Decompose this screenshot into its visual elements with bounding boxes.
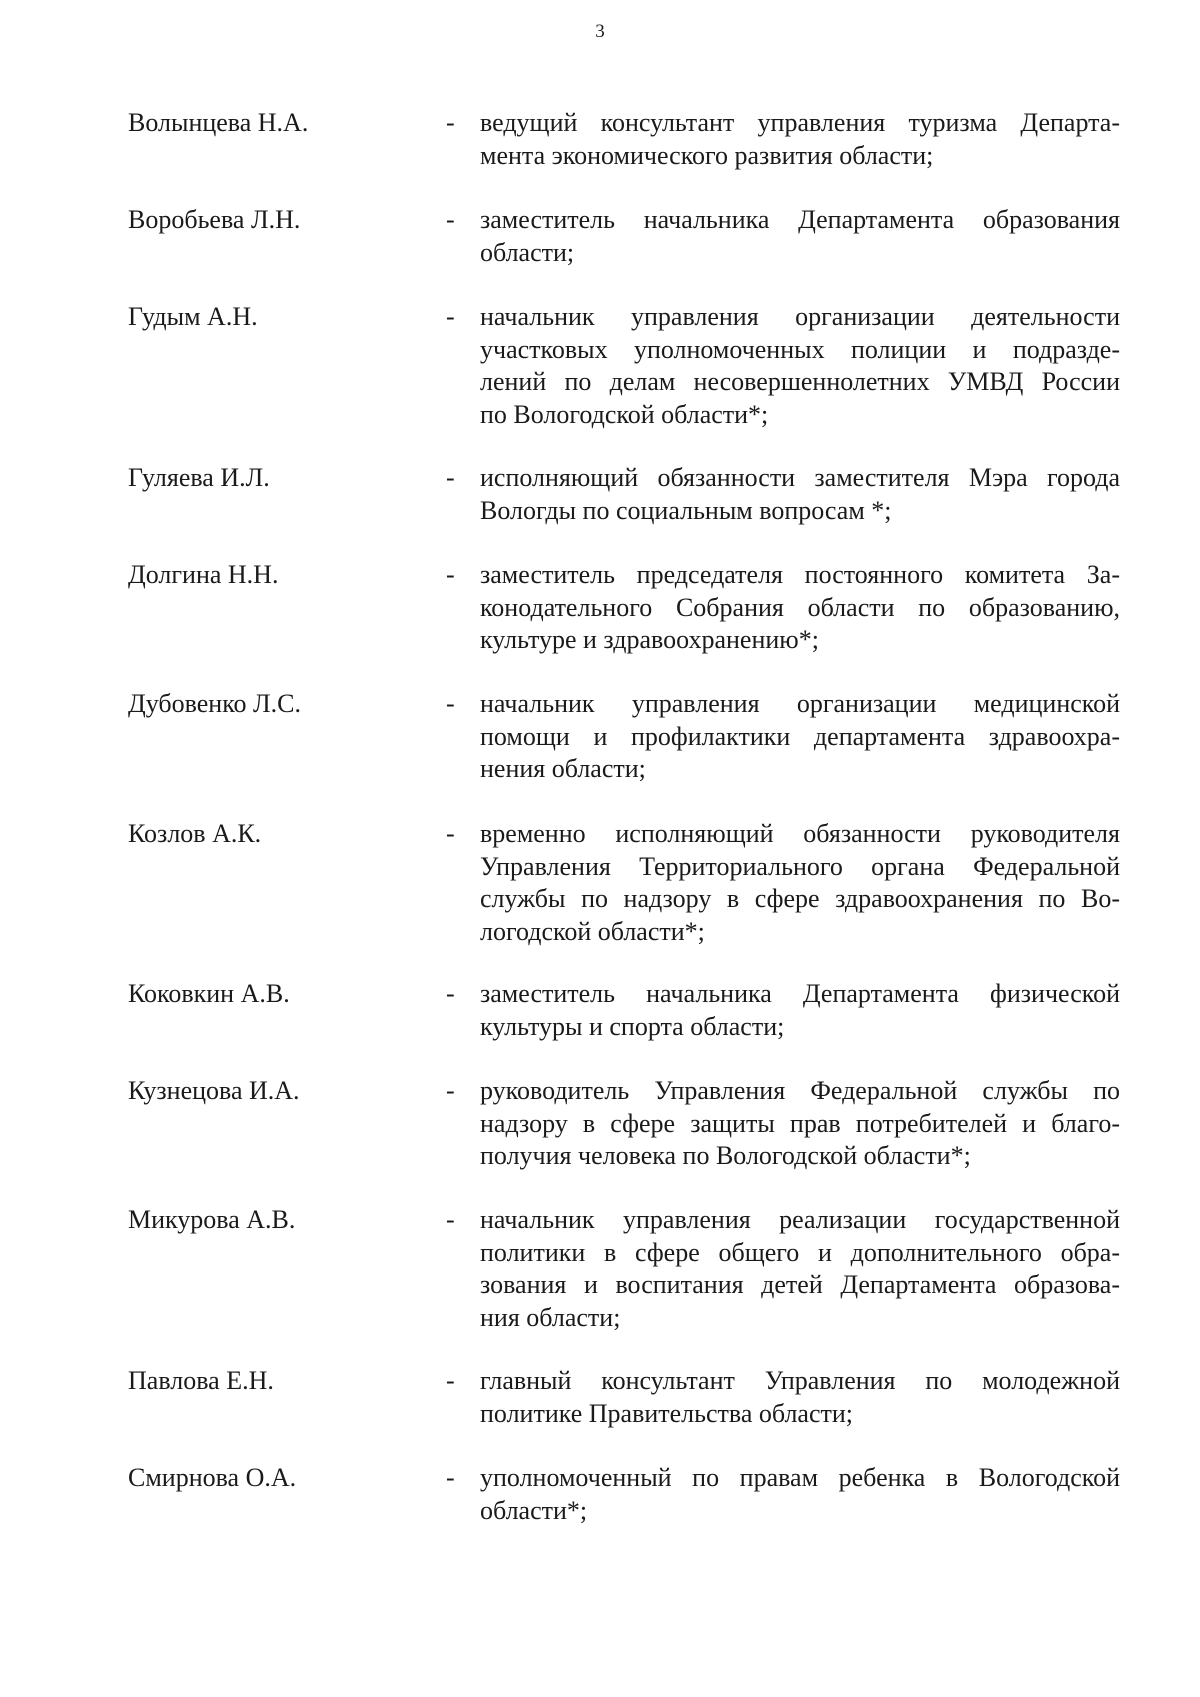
position-line: службы по надзору в сфере здравоохранения по Во- xyxy=(480,884,1120,913)
member-name: Волынцева Н.А. xyxy=(128,108,309,137)
member-name: Гуляева И.Л. xyxy=(128,463,270,492)
list-dash: - xyxy=(446,302,455,331)
list-dash: - xyxy=(446,1366,455,1395)
position-line: надзору в сфере защиты прав потребителей и благо- xyxy=(480,1108,1120,1138)
position-line: заместитель начальника Департамента образования xyxy=(480,205,1120,234)
member-position xyxy=(480,818,1120,948)
member-name: Коковкин А.В. xyxy=(128,979,290,1008)
member-name: Дубовенко Л.С. xyxy=(128,689,301,718)
member-name: Павлова Е.Н. xyxy=(128,1366,274,1395)
position-line: культуре и здравоохранению*; xyxy=(480,625,819,654)
position-line: конодательного Собрания области по образованию, xyxy=(480,592,1120,622)
page-number: 3 xyxy=(595,21,605,42)
position-line: области*; xyxy=(480,1495,588,1525)
member-name: Смирнова О.А. xyxy=(128,1463,297,1492)
member-position xyxy=(480,978,1120,1043)
list-dash: - xyxy=(446,108,455,137)
member-position xyxy=(480,559,1120,657)
list-dash: - xyxy=(446,819,455,848)
member-position xyxy=(480,1204,1120,1334)
position-line: заместитель начальника Департамента физической xyxy=(480,979,1120,1008)
position-line: мента экономического развития области; xyxy=(480,140,934,170)
position-line: руководитель Управления Федеральной службы по xyxy=(480,1076,1120,1105)
member-position xyxy=(480,107,1120,172)
member-name: Микурова А.В. xyxy=(128,1205,296,1234)
list-dash: - xyxy=(446,560,455,589)
position-line: начальник управления реализации государственной xyxy=(480,1205,1120,1234)
list-dash: - xyxy=(446,1076,455,1105)
position-line: области; xyxy=(480,237,575,267)
member-name: Воробьева Л.Н. xyxy=(128,205,301,234)
member-position xyxy=(480,1365,1120,1430)
list-dash: - xyxy=(446,689,455,718)
member-position xyxy=(480,1075,1120,1173)
member-name: Кузнецова И.А. xyxy=(128,1076,300,1105)
position-line: Управления Территориального органа Федеральной xyxy=(480,851,1120,881)
member-position xyxy=(480,204,1120,269)
position-line: политики в сфере общего и дополнительного обра- xyxy=(480,1237,1120,1267)
position-line: начальник управления организации деятельности xyxy=(480,302,1120,331)
member-position xyxy=(480,462,1120,527)
position-line: главный консультант Управления по молодежной xyxy=(480,1366,1120,1395)
member-position xyxy=(480,301,1120,431)
position-line: по Вологодской области*; xyxy=(480,399,769,429)
position-line: ния области; xyxy=(480,1302,621,1332)
position-line: культуры и спорта области; xyxy=(480,1011,785,1041)
member-position xyxy=(480,1462,1120,1527)
position-line: участковых уполномоченных полиции и подразде- xyxy=(480,334,1120,364)
position-line: ведущий консультант управления туризма Департа- xyxy=(480,108,1120,137)
position-line: заместитель председателя постоянного комитета За- xyxy=(480,560,1120,589)
member-name: Долгина Н.Н. xyxy=(128,560,279,589)
list-dash: - xyxy=(446,463,455,492)
position-line: политике Правительства области; xyxy=(480,1398,854,1428)
position-line: получия человека по Вологодской области*; xyxy=(480,1141,971,1170)
position-line: уполномоченный по правам ребенка в Вологодской xyxy=(480,1463,1120,1492)
list-dash: - xyxy=(446,1463,455,1492)
position-line: временно исполняющий обязанности руководителя xyxy=(480,819,1120,848)
member-name: Гудым А.Н. xyxy=(128,302,258,331)
list-dash: - xyxy=(446,979,455,1008)
position-line: Вологды по социальным вопросам *; xyxy=(480,495,892,525)
position-line: помощи и профилактики департамента здравоохра- xyxy=(480,721,1120,751)
member-name: Козлов А.К. xyxy=(128,819,262,848)
position-line: нения области; xyxy=(480,754,646,783)
position-line: начальник управления организации медицинской xyxy=(480,689,1120,718)
list-dash: - xyxy=(446,1205,455,1234)
position-line: зования и воспитания детей Департамента образова- xyxy=(480,1270,1120,1299)
member-position xyxy=(480,688,1120,786)
position-line: лений по делам несовершеннолетних УМВД России xyxy=(480,367,1120,396)
list-dash: - xyxy=(446,205,455,234)
position-line: логодской области*; xyxy=(480,916,705,946)
position-line: исполняющий обязанности заместителя Мэра города xyxy=(480,463,1120,492)
